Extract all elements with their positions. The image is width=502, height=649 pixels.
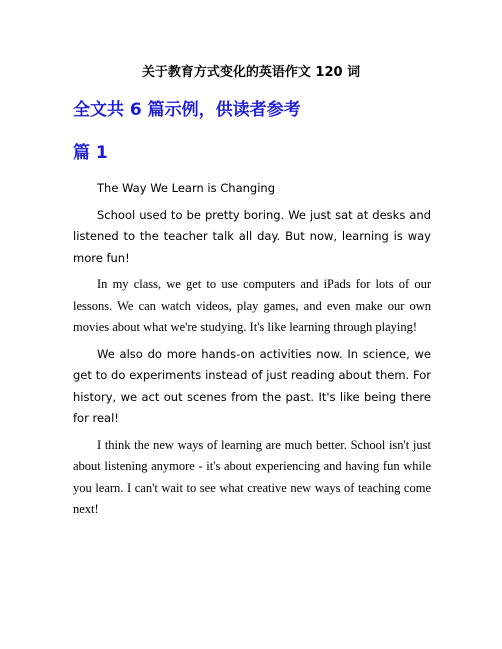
essay-title-line: The Way We Learn is Changing <box>97 181 275 195</box>
paragraph: In my class, we get to use computers and iPads for lots of our lessons. We can watch videos, play games, and even make our own movies about what we're studying. It's like learning through playing! <box>73 277 431 334</box>
essay-body <box>73 178 431 526</box>
paragraph: School used to be pretty boring. We just sat at desks and listened to the teacher talk all day. But now, learning is way more fun! <box>73 207 431 265</box>
paragraph: We also do more hands-on activities now. In science, we get to do experiments instead of just reading about them. For history, we act out scenes from the past. It's like being there for real! <box>73 346 431 425</box>
document-subtitle: 全文共 6 篇示例，供读者参考 <box>73 100 301 120</box>
paragraph: I think the new ways of learning are much better. School isn't just about listening anymore - it's about experiencing and having fun while you learn. I can't wait to see what creative new ways of teaching come next! <box>73 437 431 516</box>
document-title: 关于教育方式变化的英语作文 120 词 <box>141 65 361 80</box>
section-heading: 篇 1 <box>73 143 108 163</box>
